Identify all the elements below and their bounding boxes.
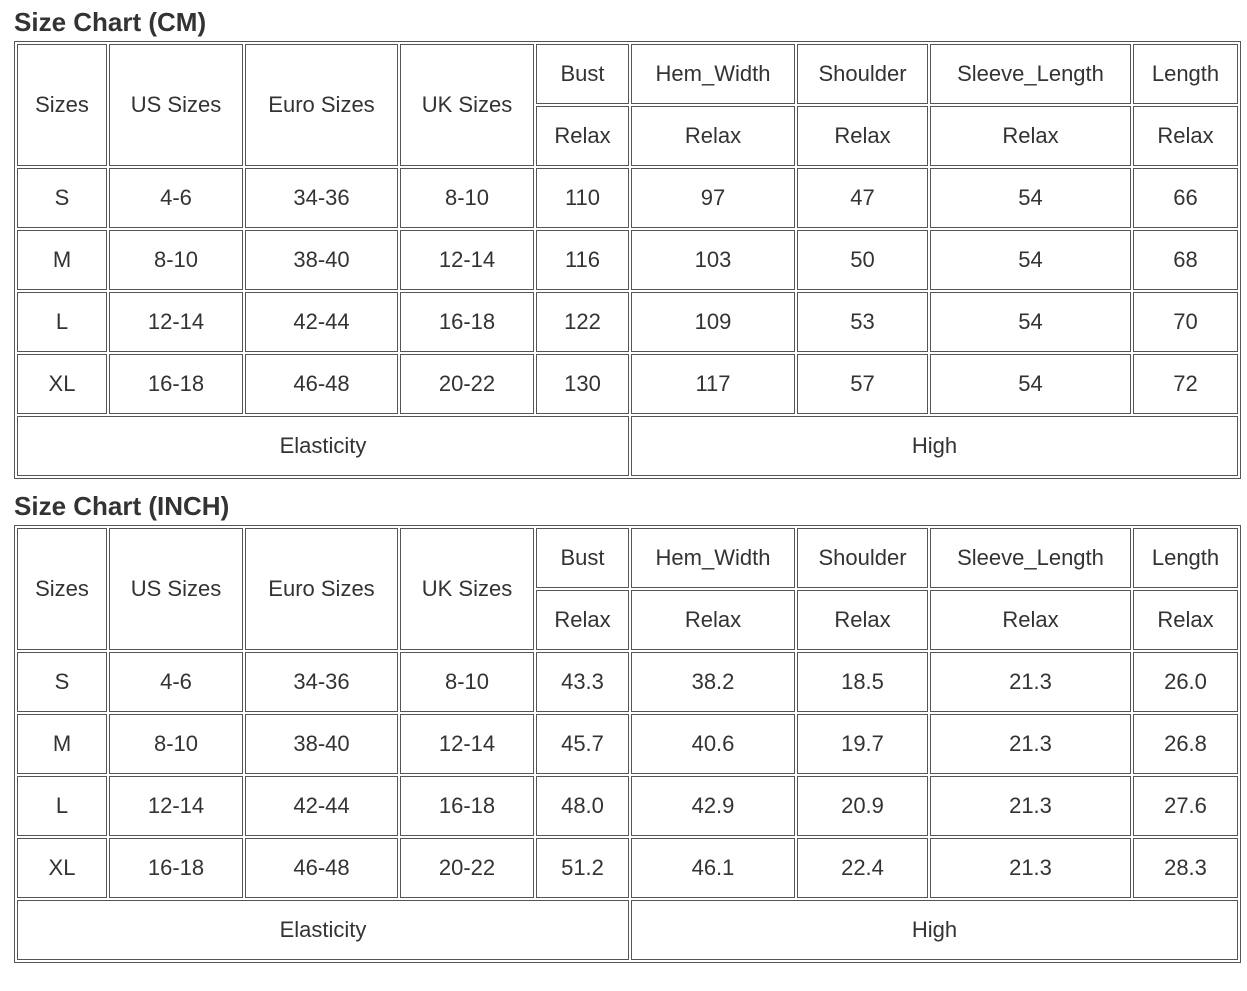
table-cell: XL: [17, 354, 107, 414]
table-cell: 43.3: [536, 652, 629, 712]
header-sleeve-length: Sleeve_Length: [930, 528, 1131, 588]
table-cell: 8-10: [400, 168, 534, 228]
table-cell: 16-18: [109, 354, 243, 414]
table-cell: 42-44: [245, 292, 398, 352]
subheader-relax: Relax: [930, 590, 1131, 650]
header-row: [17, 528, 1238, 588]
table-cell: 46-48: [245, 838, 398, 898]
table-row: [17, 838, 1238, 898]
table-cell: 97: [631, 168, 795, 228]
table-row: [17, 168, 1238, 228]
header-length: Length: [1133, 44, 1238, 104]
subheader-relax: Relax: [631, 590, 795, 650]
table-row: [17, 292, 1238, 352]
header-hem-width: Hem_Width: [631, 44, 795, 104]
table-cell: 103: [631, 230, 795, 290]
table-cell: 8-10: [109, 714, 243, 774]
elasticity-row: [17, 900, 1238, 960]
table-cell: 38.2: [631, 652, 795, 712]
table-cell: 16-18: [400, 292, 534, 352]
table-cell: 54: [930, 354, 1131, 414]
table-cell: 12-14: [400, 714, 534, 774]
table-cell: 66: [1133, 168, 1238, 228]
header-shoulder: Shoulder: [797, 44, 928, 104]
header-us-sizes: US Sizes: [109, 528, 243, 650]
header-row: [17, 44, 1238, 104]
subheader-relax: Relax: [930, 106, 1131, 166]
table-cell: 22.4: [797, 838, 928, 898]
subheader-relax: Relax: [1133, 590, 1238, 650]
table-cell: 48.0: [536, 776, 629, 836]
table-cell: 42-44: [245, 776, 398, 836]
table-cell: 109: [631, 292, 795, 352]
table-cell: 20-22: [400, 838, 534, 898]
table-cell: 50: [797, 230, 928, 290]
table-cell: 54: [930, 168, 1131, 228]
table-cell: 38-40: [245, 230, 398, 290]
table-cell: L: [17, 776, 107, 836]
table-cell: 47: [797, 168, 928, 228]
header-sizes: Sizes: [17, 528, 107, 650]
table-cell: 12-14: [400, 230, 534, 290]
table-cell: 46-48: [245, 354, 398, 414]
table-cell: 12-14: [109, 292, 243, 352]
table-cell: 19.7: [797, 714, 928, 774]
size-chart-cm-table: [14, 41, 1241, 479]
table-cell: S: [17, 652, 107, 712]
header-euro-sizes: Euro Sizes: [245, 528, 398, 650]
size-chart-inch-title: Size Chart (INCH): [14, 491, 230, 521]
table-cell: 34-36: [245, 168, 398, 228]
table-cell: 110: [536, 168, 629, 228]
table-cell: 68: [1133, 230, 1238, 290]
table-cell: 45.7: [536, 714, 629, 774]
subheader-relax: Relax: [536, 590, 629, 650]
subheader-relax: Relax: [797, 590, 928, 650]
subheader-relax: Relax: [1133, 106, 1238, 166]
table-cell: 8-10: [400, 652, 534, 712]
table-cell: 21.3: [930, 652, 1131, 712]
header-euro-sizes: Euro Sizes: [245, 44, 398, 166]
table-cell: S: [17, 168, 107, 228]
table-cell: 54: [930, 230, 1131, 290]
table-cell: 4-6: [109, 168, 243, 228]
table-cell: 122: [536, 292, 629, 352]
table-cell: 117: [631, 354, 795, 414]
table-cell: 21.3: [930, 838, 1131, 898]
table-cell: 34-36: [245, 652, 398, 712]
table-cell: 16-18: [400, 776, 534, 836]
table-cell: M: [17, 714, 107, 774]
subheader-relax: Relax: [631, 106, 795, 166]
table-row: [17, 354, 1238, 414]
table-cell: 57: [797, 354, 928, 414]
table-cell: 38-40: [245, 714, 398, 774]
table-cell: 18.5: [797, 652, 928, 712]
table-cell: 51.2: [536, 838, 629, 898]
size-chart-inch-table: [14, 525, 1241, 963]
elasticity-row: [17, 416, 1238, 476]
table-cell: 12-14: [109, 776, 243, 836]
table-cell: 8-10: [109, 230, 243, 290]
table-cell: M: [17, 230, 107, 290]
table-row: [17, 652, 1238, 712]
header-sleeve-length: Sleeve_Length: [930, 44, 1131, 104]
elasticity-label: Elasticity: [17, 900, 629, 960]
table-cell: 46.1: [631, 838, 795, 898]
table-row: [17, 776, 1238, 836]
table-cell: 130: [536, 354, 629, 414]
table-cell: 70: [1133, 292, 1238, 352]
subheader-relax: Relax: [797, 106, 928, 166]
header-uk-sizes: UK Sizes: [400, 44, 534, 166]
table-cell: 20.9: [797, 776, 928, 836]
table-cell: 26.8: [1133, 714, 1238, 774]
header-hem-width: Hem_Width: [631, 528, 795, 588]
header-us-sizes: US Sizes: [109, 44, 243, 166]
table-row: [17, 230, 1238, 290]
table-cell: 116: [536, 230, 629, 290]
table-cell: 72: [1133, 354, 1238, 414]
elasticity-value: High: [631, 900, 1238, 960]
elasticity-value: High: [631, 416, 1238, 476]
table-cell: 21.3: [930, 714, 1131, 774]
table-cell: 40.6: [631, 714, 795, 774]
size-chart-cm-title: Size Chart (CM): [14, 7, 207, 37]
header-bust: Bust: [536, 528, 629, 588]
header-length: Length: [1133, 528, 1238, 588]
header-shoulder: Shoulder: [797, 528, 928, 588]
table-cell: 21.3: [930, 776, 1131, 836]
header-uk-sizes: UK Sizes: [400, 528, 534, 650]
table-cell: 26.0: [1133, 652, 1238, 712]
table-row: [17, 714, 1238, 774]
table-cell: 16-18: [109, 838, 243, 898]
table-cell: 20-22: [400, 354, 534, 414]
subheader-relax: Relax: [536, 106, 629, 166]
table-cell: 54: [930, 292, 1131, 352]
table-cell: 27.6: [1133, 776, 1238, 836]
header-sizes: Sizes: [17, 44, 107, 166]
table-cell: L: [17, 292, 107, 352]
table-cell: 53: [797, 292, 928, 352]
table-cell: 28.3: [1133, 838, 1238, 898]
table-cell: 42.9: [631, 776, 795, 836]
table-cell: 4-6: [109, 652, 243, 712]
table-cell: XL: [17, 838, 107, 898]
elasticity-label: Elasticity: [17, 416, 629, 476]
header-bust: Bust: [536, 44, 629, 104]
